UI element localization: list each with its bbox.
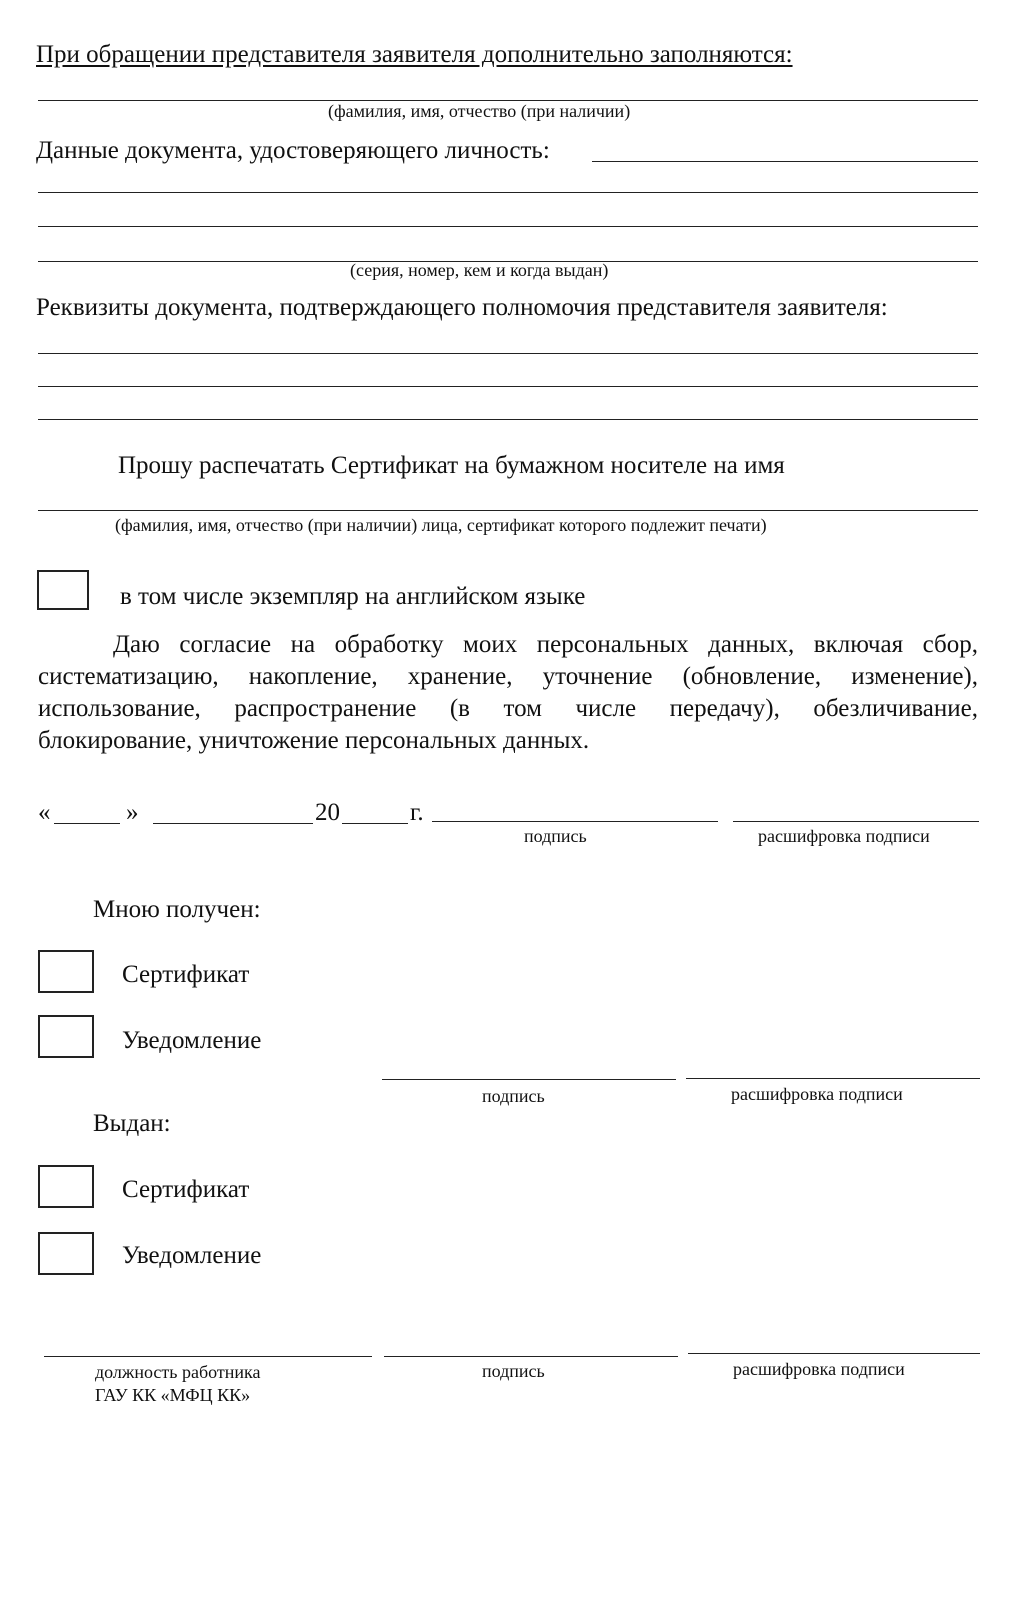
consent-line-3: использование, распространение (в том числе передачу), обезличивание,	[38, 695, 978, 722]
authority-document-label: Реквизиты документа, подтверждающего полномочия представителя заявителя:	[36, 294, 888, 321]
employee-position-caption: должность работника	[95, 1362, 261, 1382]
organization-name: ГАУ КК «МФЦ КК»	[95, 1385, 251, 1405]
received-certificate-label: Сертификат	[122, 961, 250, 988]
employee-decoding-caption: расшифровка подписи	[733, 1359, 905, 1379]
id-document-line-1[interactable]	[592, 161, 978, 162]
issued-notice-checkbox[interactable]	[38, 1232, 94, 1275]
representative-fio-caption: (фамилия, имя, отчество (при наличии)	[328, 101, 631, 121]
date-year-prefix: 20	[315, 799, 340, 826]
applicant-signature-caption: подпись	[524, 826, 587, 846]
authority-line-2[interactable]	[38, 386, 978, 387]
date-month-field[interactable]	[153, 823, 313, 824]
received-signature-caption: подпись	[482, 1086, 545, 1106]
issued-notice-label: Уведомление	[122, 1242, 262, 1269]
date-year-suffix: г.	[410, 799, 424, 826]
english-copy-checkbox[interactable]	[37, 570, 89, 610]
employee-signature-line[interactable]	[384, 1356, 678, 1357]
applicant-signature-line[interactable]	[432, 821, 718, 822]
authority-line-1[interactable]	[38, 353, 978, 354]
id-document-label: Данные документа, удостоверяющего личность:	[36, 137, 550, 164]
english-copy-label: в том числе экземпляр на английском языке	[120, 583, 586, 610]
received-decoding-caption: расшифровка подписи	[731, 1084, 903, 1104]
certificate-holder-caption: (фамилия, имя, отчество (при наличии) лица, сертификат которого подлежит печати)	[115, 515, 767, 535]
issued-label: Выдан:	[93, 1110, 171, 1137]
received-label: Мною получен:	[93, 896, 261, 923]
applicant-decoding-line[interactable]	[733, 821, 979, 822]
issued-certificate-checkbox[interactable]	[38, 1165, 94, 1208]
consent-line-2: систематизацию, накопление, хранение, уточнение (обновление, изменение),	[38, 663, 978, 690]
id-document-caption: (серия, номер, кем и когда выдан)	[350, 260, 609, 280]
date-year-field[interactable]	[342, 823, 408, 824]
representative-heading: При обращении представителя заявителя дополнительно заполняются:	[36, 41, 793, 68]
received-signature-line[interactable]	[382, 1079, 676, 1080]
consent-line-4: блокирование, уничтожение персональных данных.	[38, 727, 590, 754]
employee-decoding-line[interactable]	[688, 1353, 980, 1354]
date-day-field[interactable]	[54, 823, 120, 824]
consent-line-1: Даю согласие на обработку моих персональных данных, включая сбор,	[113, 631, 978, 658]
authority-line-3[interactable]	[38, 419, 978, 420]
received-decoding-line[interactable]	[686, 1078, 980, 1079]
received-notice-label: Уведомление	[122, 1027, 262, 1054]
applicant-decoding-caption: расшифровка подписи	[758, 826, 930, 846]
print-request-text: Прошу распечатать Сертификат на бумажном носителе на имя	[118, 452, 785, 479]
date-open-quote: «	[38, 799, 51, 826]
received-notice-checkbox[interactable]	[38, 1015, 94, 1058]
date-close-quote: »	[126, 799, 139, 826]
issued-certificate-label: Сертификат	[122, 1176, 250, 1203]
id-document-line-2[interactable]	[38, 192, 978, 193]
employee-position-line[interactable]	[44, 1356, 372, 1357]
id-document-line-3[interactable]	[38, 226, 978, 227]
certificate-holder-line[interactable]	[38, 510, 978, 511]
received-certificate-checkbox[interactable]	[38, 950, 94, 993]
employee-signature-caption: подпись	[482, 1361, 545, 1381]
